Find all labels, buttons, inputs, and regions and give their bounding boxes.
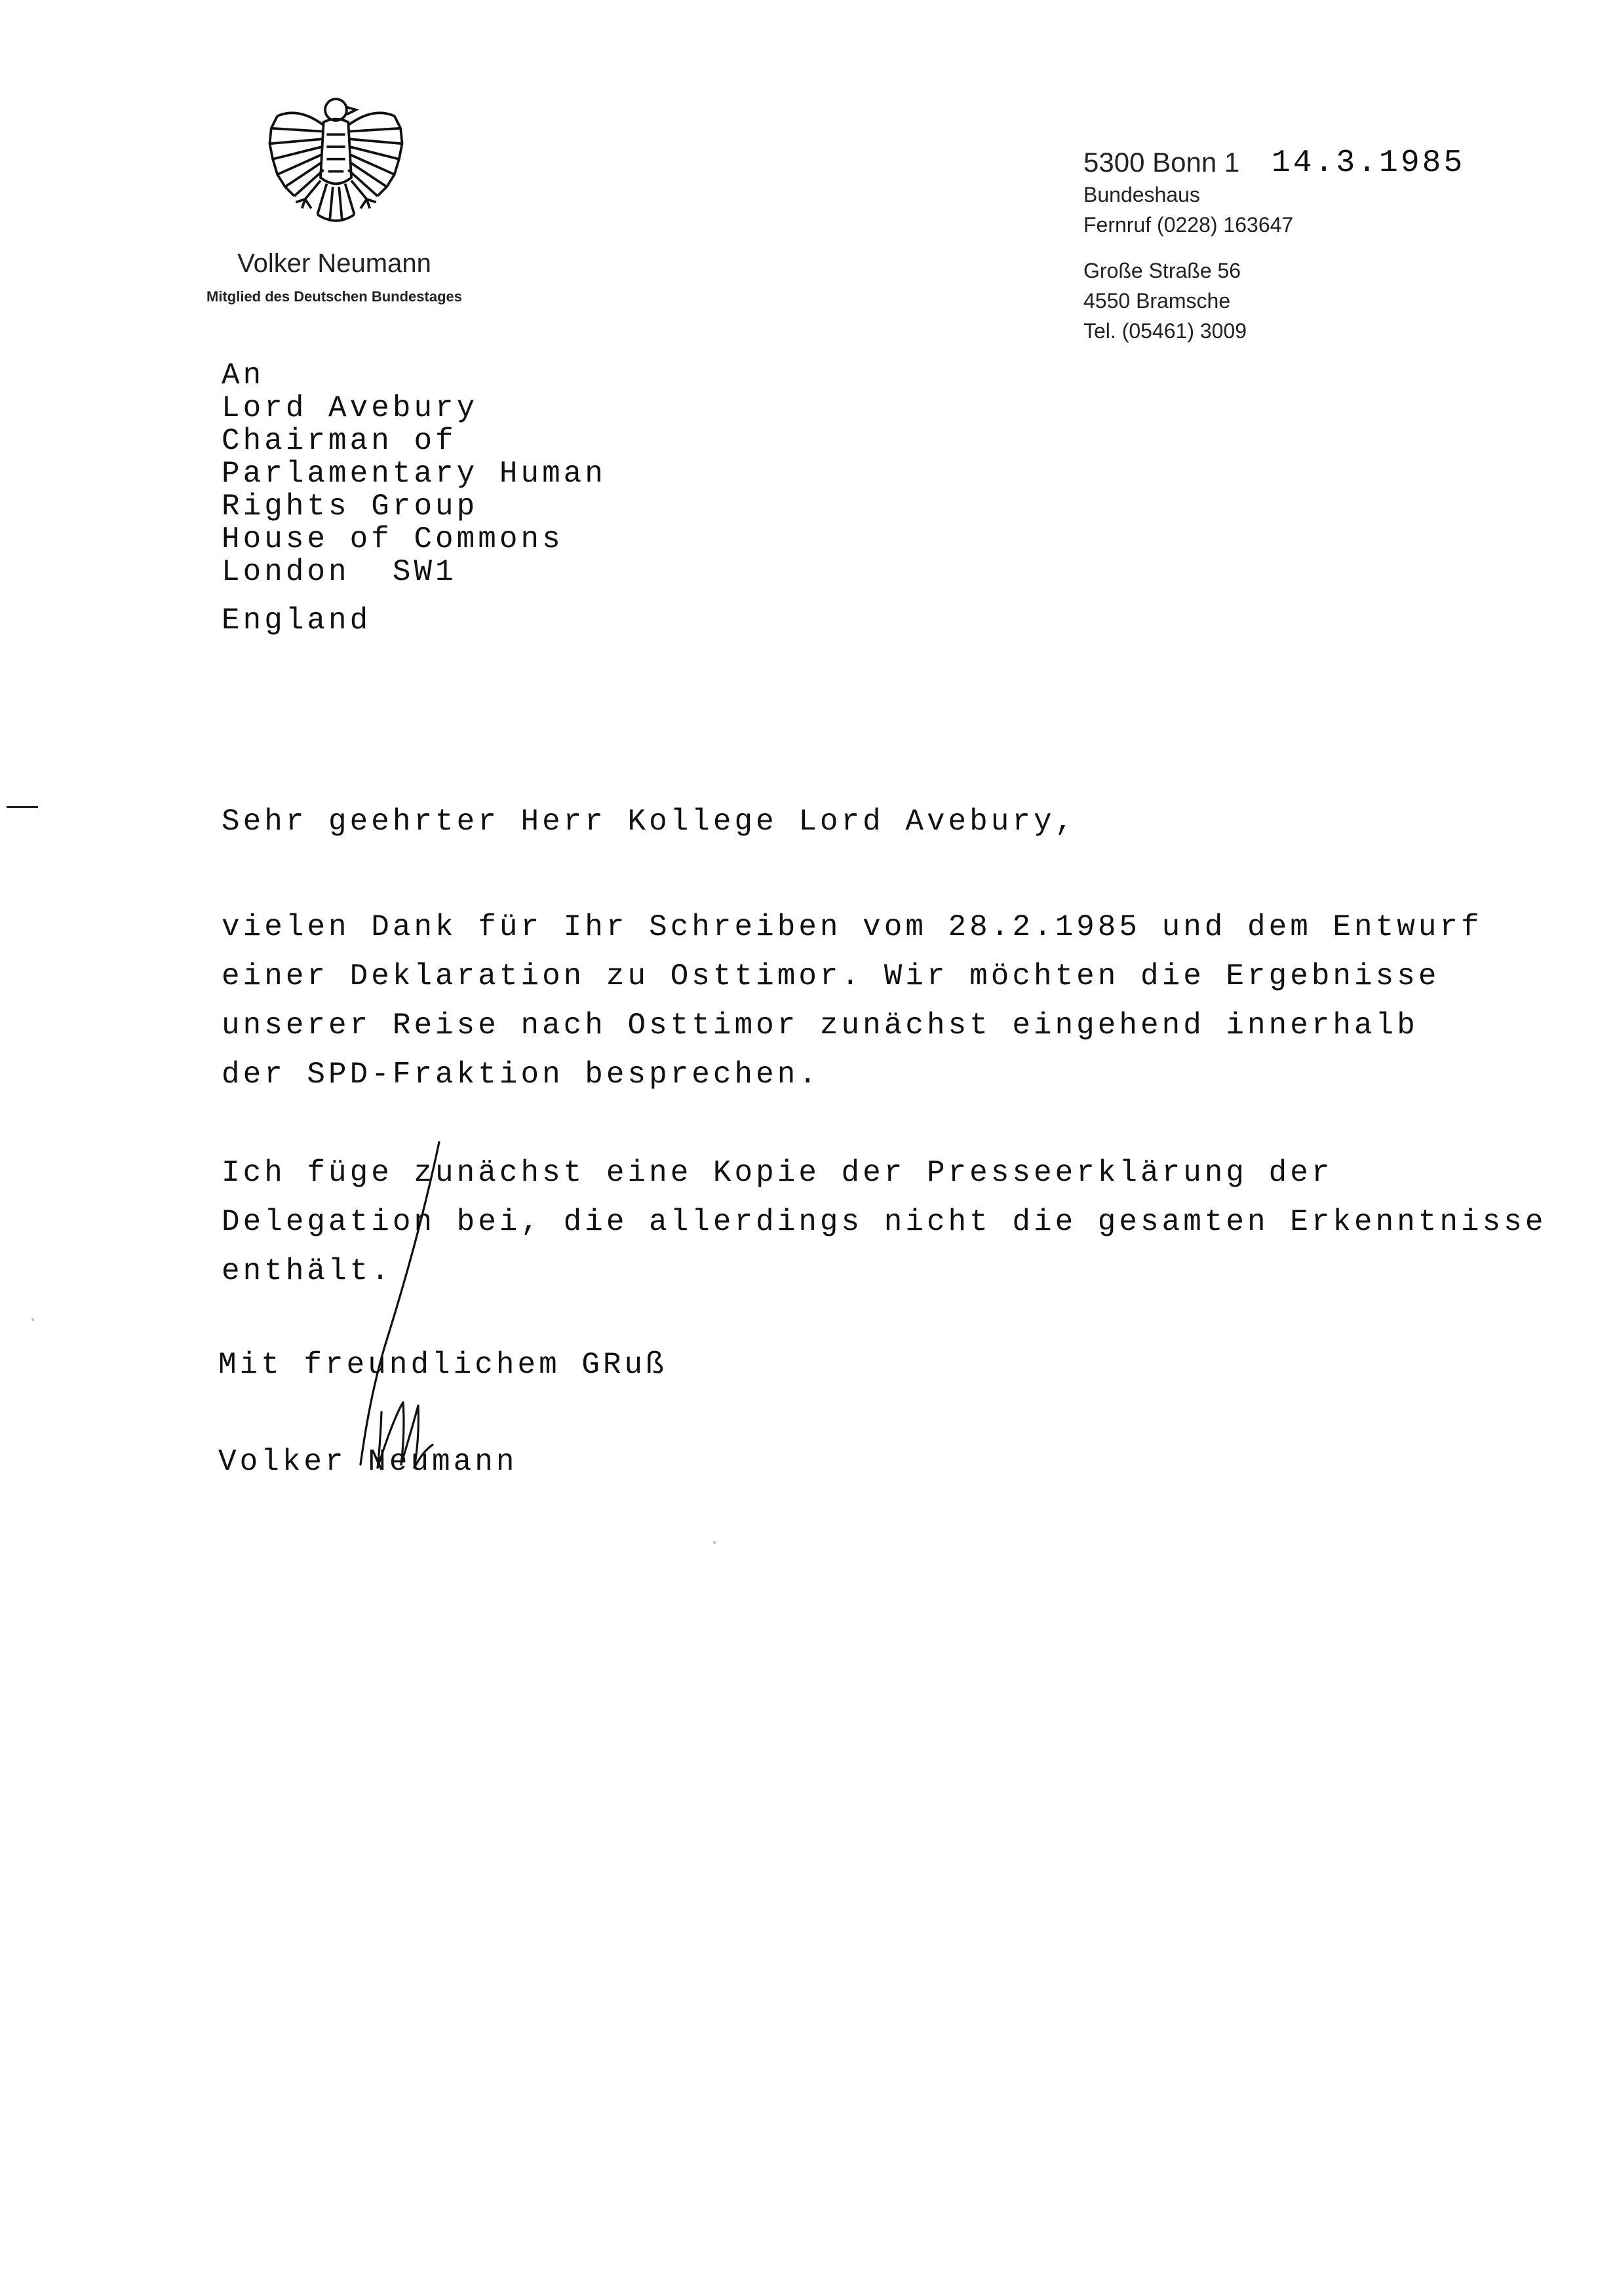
sender-role: Mitglied des Deutschen Bundestages — [206, 288, 462, 305]
recipient-line: An — [222, 358, 265, 392]
paragraph-line: enthält. — [222, 1254, 393, 1288]
recipient-line: London SW1 — [222, 555, 457, 589]
paragraph-line: Ich füge zunächst eine Kopie der Presseerklärung der — [222, 1156, 1333, 1190]
paragraph-line: unserer Reise nach Osttimor zunächst eingehend innerhalb — [222, 1008, 1418, 1043]
closing: Mit freundlichem GRuß — [218, 1348, 667, 1382]
recipient-country: England — [222, 603, 372, 638]
paragraph-line: vielen Dank für Ihr Schreiben vom 28.2.1985 und dem Entwurf — [222, 910, 1483, 944]
letter-date: 14.3.1985 — [1272, 145, 1466, 181]
recipient-line: Chairman of — [222, 424, 457, 458]
scan-speck — [713, 1541, 716, 1544]
home-city: 4550 Bramsche — [1083, 289, 1231, 313]
paragraph-line: einer Deklaration zu Osttimor. Wir möchten die Ergebnisse — [222, 959, 1440, 993]
recipient-line: Lord Avebury — [222, 391, 478, 425]
sender-name: Volker Neumann — [237, 249, 431, 278]
salutation: Sehr geehrter Herr Kollege Lord Avebury, — [222, 805, 1077, 839]
federal-eagle-emblem-icon — [259, 85, 413, 239]
signer-name: Volker Neumann — [218, 1445, 518, 1479]
recipient-line: Rights Group — [222, 489, 478, 524]
fold-mark — [7, 806, 38, 808]
recipient-line: House of Commons — [222, 522, 564, 556]
body-paragraph-1 — [222, 903, 1483, 1100]
recipient-line: Parlamentary Human — [222, 457, 606, 491]
handwritten-signature — [341, 1137, 485, 1478]
paragraph-line: Delegation bei, die allerdings nicht die gesamten Erkenntnisse — [222, 1205, 1547, 1239]
office-building: Bundeshaus — [1083, 183, 1200, 206]
scan-speck — [31, 1318, 34, 1321]
office-city: 5300 Bonn 1 — [1083, 147, 1240, 178]
recipient-address — [222, 359, 606, 637]
home-street: Große Straße 56 — [1083, 259, 1241, 282]
office-phone: Fernruf (0228) 163647 — [1083, 213, 1294, 237]
home-phone: Tel. (05461) 3009 — [1083, 319, 1247, 343]
paragraph-line: der SPD-Fraktion besprechen. — [222, 1058, 820, 1092]
sender-address-block — [1083, 145, 1293, 346]
